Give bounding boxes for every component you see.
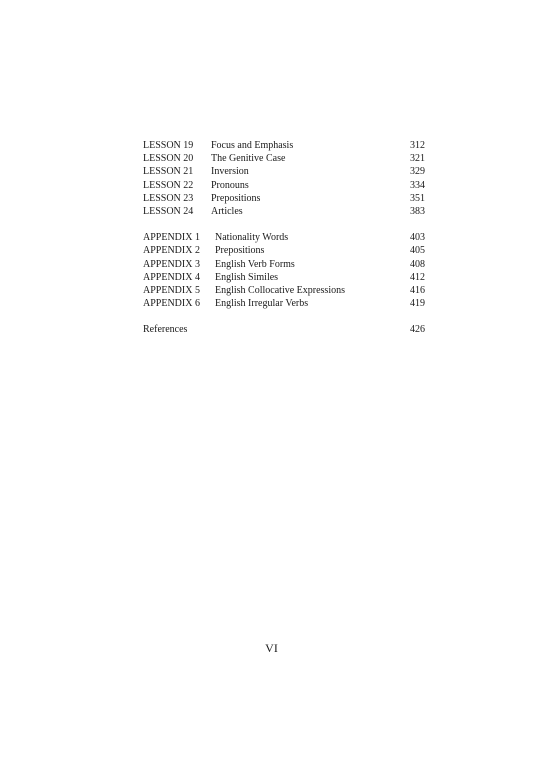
toc-entry-appendix-1[interactable] [143,231,425,244]
toc-entry-lesson-24[interactable] [143,205,425,218]
entry-title: Prepositions [215,245,265,257]
entry-title: English Collocative Expressions [215,284,345,296]
entry-title: Prepositions [211,192,261,204]
toc-entry-appendix-2[interactable] [143,244,425,257]
lessons-section [143,139,425,218]
entry-title: Focus and Emphasis [211,140,294,151]
toc-entry-appendix-5[interactable] [143,284,425,297]
entry-label: APPENDIX 4 [143,271,200,283]
entry-page-number: 351 [410,192,425,204]
entry-page-number: 312 [410,140,425,151]
entry-label: LESSON 21 [143,166,194,178]
entry-page-number: 426 [410,324,425,336]
entry-title: Articles [211,205,243,217]
toc-entry-references[interactable] [143,323,425,336]
entry-label: LESSON 19 [143,140,194,151]
entry-page-number: 405 [410,245,425,257]
entry-label: APPENDIX 1 [143,232,200,244]
entry-title: English Similes [215,271,279,283]
toc-entry-appendix-4[interactable] [143,271,425,284]
toc-entry-lesson-20[interactable] [143,152,425,165]
entry-page-number: 334 [410,179,425,191]
entry-page-number: 383 [410,205,425,217]
table-of-contents [143,139,425,336]
entry-label: LESSON 23 [143,192,194,204]
entry-page-number: 408 [410,258,425,270]
entry-title: The Genitive Case [211,153,286,165]
entry-page-number: 329 [410,166,425,178]
section-spacer [143,310,425,323]
entry-label: APPENDIX 2 [143,245,200,257]
toc-entry-lesson-19[interactable] [143,139,425,152]
entry-label: APPENDIX 3 [143,258,200,270]
toc-entry-appendix-3[interactable] [143,258,425,271]
entry-title: Pronouns [211,179,249,191]
entry-title: Nationality Words [215,232,289,244]
toc-entry-lesson-22[interactable] [143,179,425,192]
entry-label: APPENDIX 5 [143,284,200,296]
entry-page-number: 416 [410,284,425,296]
entry-label: LESSON 20 [143,153,194,165]
page-number-footer: VI [265,641,278,655]
toc-entry-appendix-6[interactable] [143,297,425,310]
entry-label: APPENDIX 6 [143,298,200,310]
appendices-section [143,231,425,310]
entry-page-number: 412 [410,271,425,283]
entry-page-number: 321 [410,153,425,165]
entry-label: References [143,324,188,336]
entry-page-number: 403 [410,232,425,244]
entry-title: English Irregular Verbs [215,298,309,310]
entry-label: LESSON 24 [143,205,194,217]
toc-entry-lesson-21[interactable] [143,165,425,178]
entry-label: LESSON 22 [143,179,194,191]
section-spacer [143,218,425,231]
entry-title: Inversion [211,166,249,178]
entry-page-number: 419 [410,298,425,310]
toc-entry-lesson-23[interactable] [143,192,425,205]
entry-title: English Verb Forms [215,258,295,270]
